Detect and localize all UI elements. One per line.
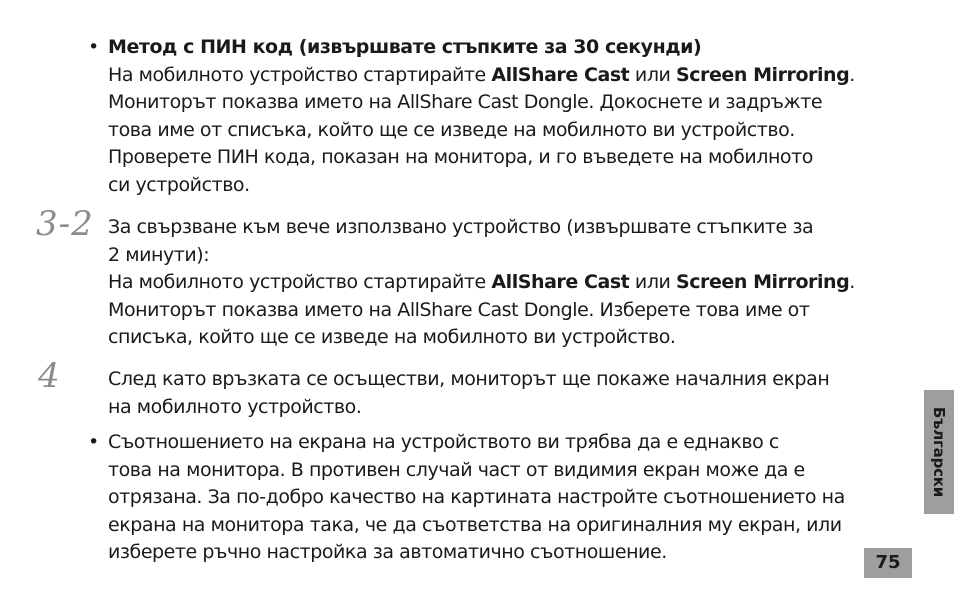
bullet-marker: • — [88, 431, 100, 453]
step-line: 2 минути): — [108, 243, 210, 266]
step-line: на мобилното устройство. — [108, 395, 362, 418]
step-line: След като връзката се осъществи, мониторът ще покаже началния екран — [108, 368, 830, 390]
step-line: За свързване към вече използвано устройство (извършвате стъпките за — [108, 216, 814, 238]
note-line: отрязана. За по-добро качество на картината настройте съотношението на — [108, 486, 845, 508]
step-number-4: 4 — [38, 356, 61, 396]
aspect-ratio-note — [108, 429, 845, 567]
step-number-3-2: 3-2 — [36, 204, 94, 244]
text-run: или — [629, 63, 676, 86]
text-run: На мобилното устройство стартирайте — [108, 271, 492, 293]
screen-mirroring-label: Screen Mirroring — [676, 63, 850, 86]
allshare-cast-label: AllShare Cast — [491, 271, 630, 293]
step-4-text — [108, 366, 829, 421]
text-run: . — [849, 63, 855, 86]
step-3-2-text — [108, 214, 855, 352]
language-side-tab — [924, 390, 954, 514]
note-line: изберете ръчно настройка за автоматично съотношение. — [108, 541, 667, 563]
note-line: екрана на монитора така, че да съответства на оригиналния му екран, или — [108, 513, 842, 536]
allshare-cast-label: AllShare Cast — [491, 63, 630, 86]
step-line: Мониторът показва името на AllShare Cast Dongle. Изберете това име от — [108, 298, 810, 321]
pin-method-line: си устройство. — [108, 173, 250, 196]
pin-method-line: това име от списъка, който ще се изведе на мобилното ви устройство. — [108, 118, 795, 141]
note-line: това на монитора. В противен случай част от видимия екран може да е — [108, 458, 805, 481]
pin-method-section — [108, 34, 855, 199]
text-run: На мобилното устройство стартирайте — [108, 63, 492, 86]
step-line: списъка, който ще се изведе на мобилното ви устройство. — [108, 326, 676, 348]
text-run: . — [849, 271, 855, 293]
step-line — [108, 269, 855, 297]
bullet-marker: • — [88, 36, 100, 58]
text-run: или — [629, 271, 676, 293]
pin-method-line: Проверете ПИН кода, показан на монитора, и го въведете на мобилното — [108, 146, 813, 168]
pin-method-heading: Метод с ПИН код (извършвате стъпките за 30 секунди) — [108, 36, 702, 58]
note-line: Съотношението на екрана на устройството ви трябва да е еднакво с — [108, 431, 779, 453]
pin-method-line — [108, 62, 855, 90]
language-tab-label: Български — [930, 406, 948, 498]
pin-method-line: Мониторът показва името на AllShare Cast Dongle. Докоснете и задръжте — [108, 91, 823, 113]
page-number: 75 — [864, 548, 912, 578]
screen-mirroring-label: Screen Mirroring — [676, 271, 850, 293]
